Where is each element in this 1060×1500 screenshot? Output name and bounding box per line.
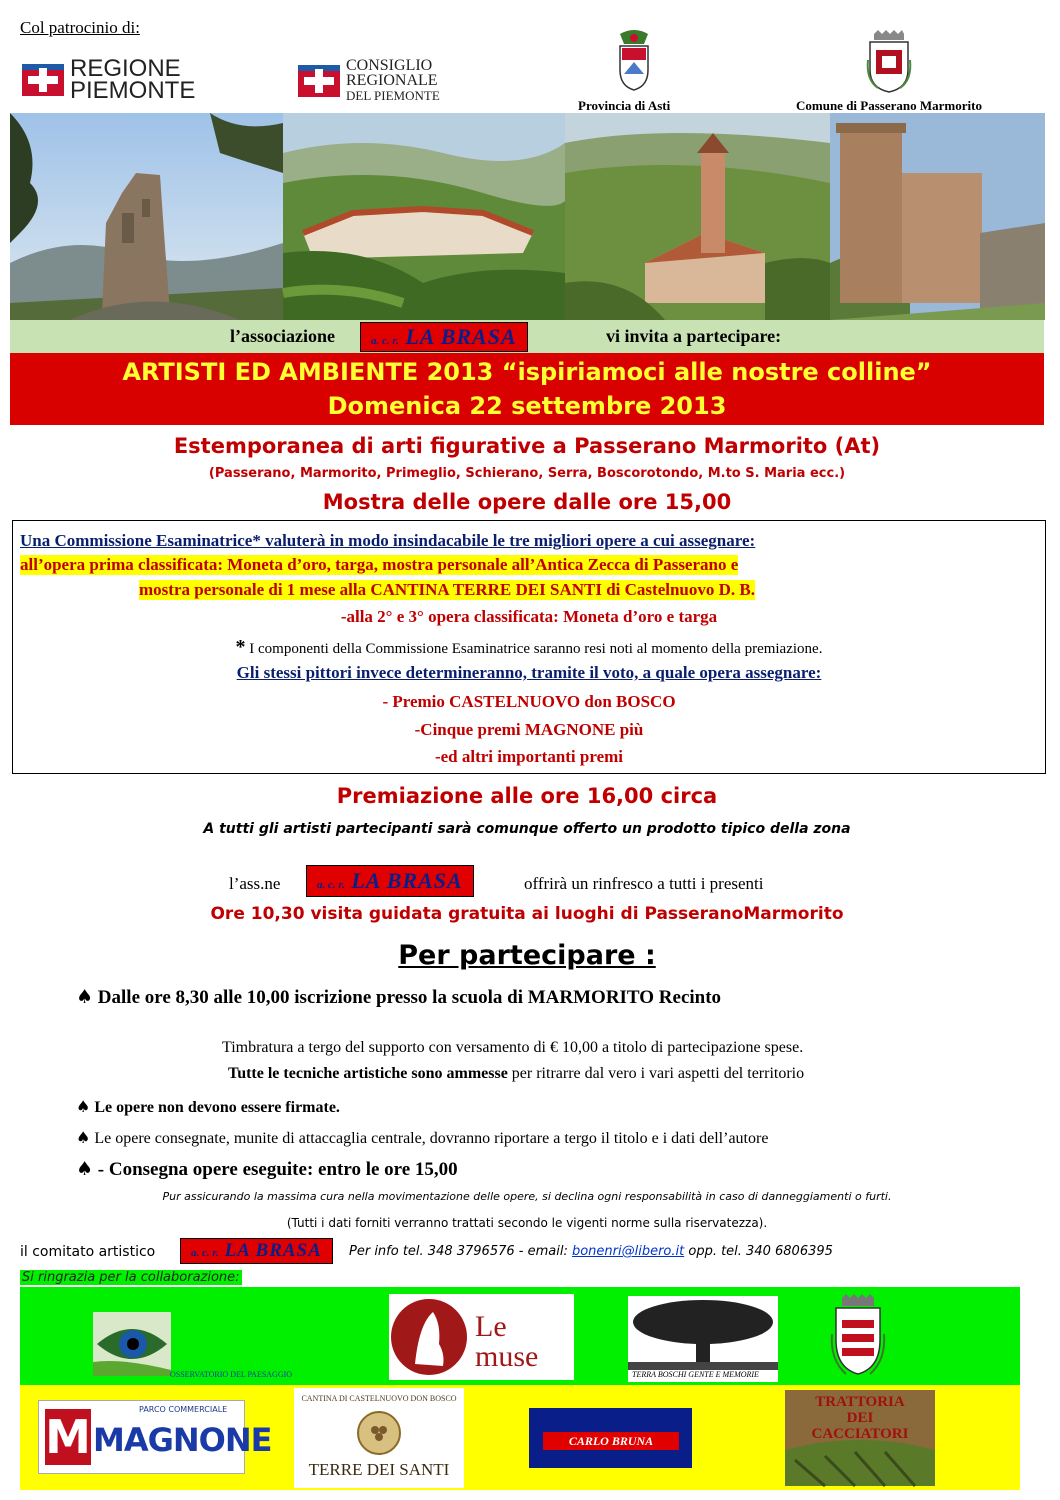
terra-boschi-text: TERRA BOSCHI GENTE E MEMORIE bbox=[632, 1370, 759, 1379]
email-link[interactable]: bonenri@libero.it bbox=[571, 1244, 685, 1259]
first-prize-line2: mostra personale di 1 mese alla CANTINA TERRE DEI SANTI di Castelnuovo D. B. bbox=[139, 580, 755, 599]
spade-bullet-icon: ♠ bbox=[76, 1128, 91, 1147]
tree-icon bbox=[628, 1296, 778, 1370]
commission-note: * I componenti della Commissione Esaminatrice saranno resi noti al momento della premiazione. bbox=[235, 636, 823, 658]
trattoria-text: TRATTORIA DEI CACCIATORI bbox=[811, 1394, 909, 1442]
osservatorio-logo bbox=[93, 1312, 171, 1376]
cantina-arc-text: CANTINA DI CASTELNUOVO DON BOSCO bbox=[301, 1394, 457, 1403]
refresh-prefix: l’ass.ne bbox=[229, 874, 281, 893]
consiglio-regionale-logo bbox=[298, 58, 440, 103]
thanks-label: Si ringrazia per la collaborazione: bbox=[22, 1270, 240, 1285]
prize-magnone: -Cinque premi MAGNONE più bbox=[414, 720, 644, 739]
hook-item: ♠ Le opere consegnate, munite di attaccaglia centrale, dovranno riportare a tergo il titolo e i dati dell’autore bbox=[76, 1128, 769, 1147]
event-date: Domenica 22 settembre 2013 bbox=[327, 392, 727, 420]
contact-info: Per info tel. 348 3796576 - email: bonenri@libero.it opp. tel. 340 6806395 bbox=[349, 1244, 833, 1259]
registration-item: ♠ Dalle ore 8,30 alle 10,00 iscrizione presso la scuola di MARMORITO Recinto bbox=[76, 986, 722, 1008]
committee-label: il comitato artistico bbox=[20, 1244, 156, 1260]
trattoria-logo bbox=[785, 1390, 935, 1486]
piemonte-flag-icon bbox=[22, 64, 64, 96]
grape-medallion-icon bbox=[356, 1410, 402, 1456]
prize-castelnuovo: - Premio CASTELNUOVO don BOSCO bbox=[382, 692, 676, 711]
prizes-intro: Una Commissione Esaminatrice* valuterà in modo insindacabile le tre migliori opere a cui assegnare: bbox=[20, 531, 756, 550]
techniques: Tutte le tecniche artistiche sono ammesse per ritrarre dal vero i vari aspetti del territorio bbox=[228, 1065, 805, 1082]
regione-piemonte-logo bbox=[22, 55, 196, 104]
regione-line2: PIEMONTE bbox=[70, 77, 196, 104]
comune-label: Comune di Passerano Marmorito bbox=[796, 98, 982, 113]
consiglio-line1: CONSIGLIO bbox=[346, 57, 433, 74]
comune-crest-sponsor-icon bbox=[830, 1294, 886, 1383]
participate-heading: Per partecipare : bbox=[398, 940, 656, 971]
prize-others: -ed altri importanti premi bbox=[434, 747, 624, 766]
la-brasa-badge: a. c. r. LA BRASA bbox=[360, 322, 528, 352]
guided-tour: Ore 10,30 visita guidata gratuita ai luoghi di PasseranoMarmorito bbox=[210, 904, 844, 924]
consiglio-line2: REGIONALE bbox=[346, 72, 438, 89]
awards-time: Premiazione alle ore 16,00 circa bbox=[336, 784, 718, 808]
regione-line1: REGIONE bbox=[70, 55, 181, 82]
comune-crest-icon bbox=[866, 30, 912, 97]
delivery-item: ♠ - Consegna opere eseguite: entro le ore 15,00 bbox=[76, 1158, 458, 1180]
carlo-bruna-text: CARLO BRUNA bbox=[543, 1432, 679, 1450]
magnone-m-icon: M bbox=[45, 1410, 91, 1464]
refresh-suffix: offrirà un rinfresco a tutti i presenti bbox=[524, 874, 764, 893]
no-signature-item: ♠ Le opere non devono essere firmate. bbox=[76, 1097, 340, 1116]
consiglio-line3: DEL PIEMONTE bbox=[346, 88, 440, 103]
la-brasa-badge-2: a. c. r. LA BRASA bbox=[306, 865, 474, 897]
stamp-fee: Timbratura a tergo del supporto con versamento di € 10,00 a titolo di partecipazione spese. bbox=[222, 1039, 804, 1056]
patronage-label: Col patrocinio di: bbox=[20, 18, 140, 37]
disclaimer: Pur assicurando la massima cura nella movimentazione delle opere, si declina ogni responsabilità in caso di danneggiamenti o furti. bbox=[162, 1190, 892, 1203]
terre-santi-text: TERRE DEI SANTI bbox=[308, 1460, 450, 1479]
first-prize-line1: all’opera prima classificata: Moneta d’oro, targa, mostra personale all’Antica Zecca di Passerano e bbox=[20, 555, 739, 574]
spade-bullet-icon: ♠ bbox=[76, 986, 94, 1008]
privacy-note: (Tutti i dati forniti verranno trattati secondo le vigenti norme sulla riservatezza). bbox=[286, 1216, 768, 1230]
piemonte-flag-icon bbox=[298, 65, 340, 97]
event-title: ARTISTI ED AMBIENTE 2013 “ispiriamoci alle nostre colline” bbox=[122, 358, 932, 386]
terre-dei-santi-logo bbox=[294, 1388, 464, 1488]
event-exhibition: Mostra delle opere dalle ore 15,00 bbox=[322, 490, 732, 514]
terra-boschi-logo bbox=[628, 1296, 778, 1382]
provincia-asti-crest-icon bbox=[614, 30, 654, 97]
photo-hill-village bbox=[283, 113, 565, 320]
invite-prefix: l’associazione bbox=[230, 326, 335, 346]
photo-church-village bbox=[565, 113, 830, 320]
provincia-label: Provincia di Asti bbox=[578, 98, 671, 113]
invite-suffix: vi invita a partecipare: bbox=[606, 326, 782, 346]
awards-gift: A tutti gli artisti partecipanti sarà comunque offerto un prodotto tipico della zona bbox=[203, 821, 851, 837]
event-places: (Passerano, Marmorito, Primeglio, Schierano, Serra, Boscorotondo, M.to S. Maria ecc.) bbox=[208, 466, 846, 481]
le-muse-text: Le muse bbox=[475, 1310, 539, 1373]
photo-castle-ruins bbox=[10, 113, 283, 320]
magnone-logo bbox=[38, 1400, 272, 1474]
carlo-bruna-logo bbox=[529, 1408, 692, 1468]
event-subtitle: Estemporanea di arti figurative a Passerano Marmorito (At) bbox=[173, 434, 881, 458]
magnone-text: MAGNONE bbox=[93, 1421, 272, 1459]
second-third-prize: -alla 2° e 3° opera classificata: Moneta d’oro e targa bbox=[340, 607, 718, 626]
osservatorio-label: OSSERVATORIO DEL PAESAGGIO bbox=[170, 1370, 293, 1379]
la-brasa-badge-3: a. c. r. LA BRASA bbox=[180, 1238, 333, 1264]
spade-bullet-icon: ♠ bbox=[76, 1158, 94, 1180]
photo-castle-tower bbox=[830, 113, 1045, 320]
eye-icon bbox=[93, 1312, 171, 1376]
le-muse-logo bbox=[389, 1294, 574, 1380]
painters-vote: Gli stessi pittori invece determineranno, tramite il voto, a quale opera assegnare: bbox=[236, 663, 822, 682]
magnone-small-text: PARCO COMMERCIALE bbox=[139, 1405, 228, 1414]
spade-bullet-icon: ♠ bbox=[76, 1097, 91, 1116]
